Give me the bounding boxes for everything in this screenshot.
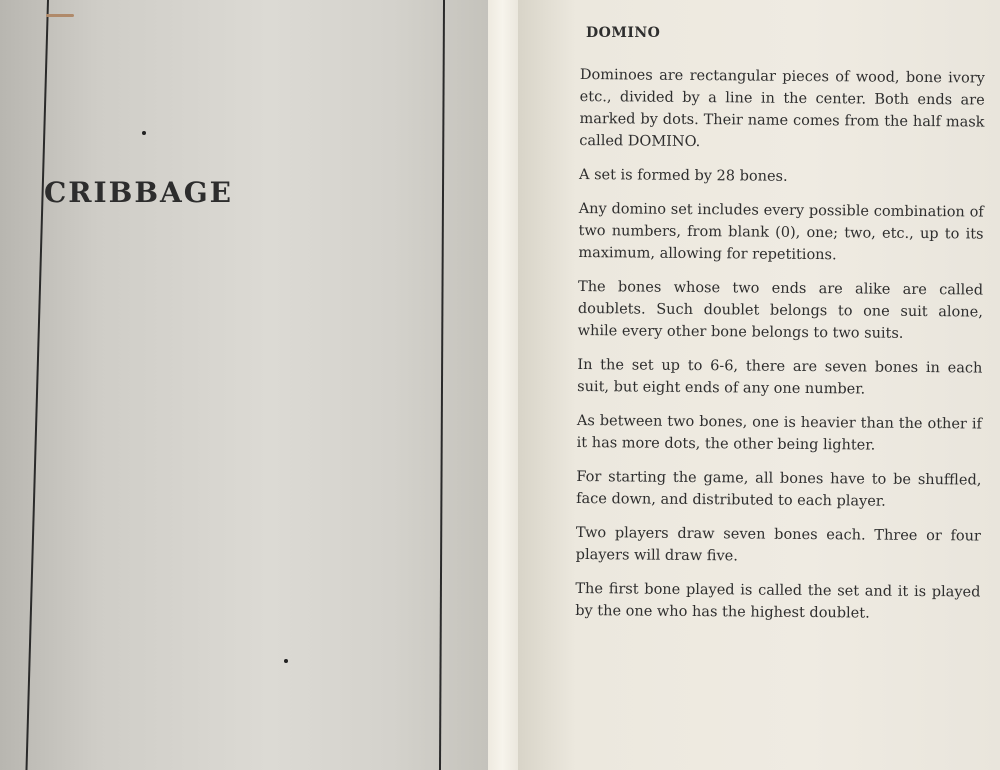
paragraph: The first bone played is called the set and it is played by the one who has the highest doublet.: [575, 580, 981, 622]
left-page: [0, 0, 490, 770]
paragraph: Two players draw seven bones each. Three or four players will draw five.: [575, 524, 981, 565]
paragraph: As between two bones, one is heavier than the other if it has more dots, the other being lighter.: [576, 412, 982, 454]
ink-dot: [284, 659, 288, 663]
left-page-title: CRIBBAGE: [44, 176, 233, 209]
paragraph: Dominoes are rectangular pieces of wood, bone ivory etc., divided by a line in the center. Both ends are marked by dots. Their name comes from the half mask called DOMINO.: [579, 66, 985, 151]
section-heading: DOMINO: [586, 25, 661, 41]
paragraph: In the set up to 6-6, there are seven bones in each suit, but eight ends of any one number.: [577, 356, 983, 398]
right-page-content: [575, 22, 985, 634]
margin-rule-left: [25, 0, 48, 770]
right-page: [518, 0, 1000, 770]
paragraph: The bones whose two ends are alike are called doublets. Such doublet belongs to one suit alone, while every other bone belongs to two suits.: [577, 278, 984, 342]
margin-rule-right: [439, 0, 445, 770]
paragraph-group: [575, 64, 985, 626]
paragraph: For starting the game, all bones have to be shuffled, face down, and distributed to each player.: [576, 468, 982, 510]
paper-clip-mark: [46, 14, 74, 17]
ink-dot: [142, 131, 146, 135]
paragraph: A set is formed by 28 bones.: [578, 166, 788, 185]
paragraph: Any domino set includes every possible combination of two numbers, from blank (0), one; two, etc., up to its maximum, allowing for repetitions.: [578, 200, 984, 264]
